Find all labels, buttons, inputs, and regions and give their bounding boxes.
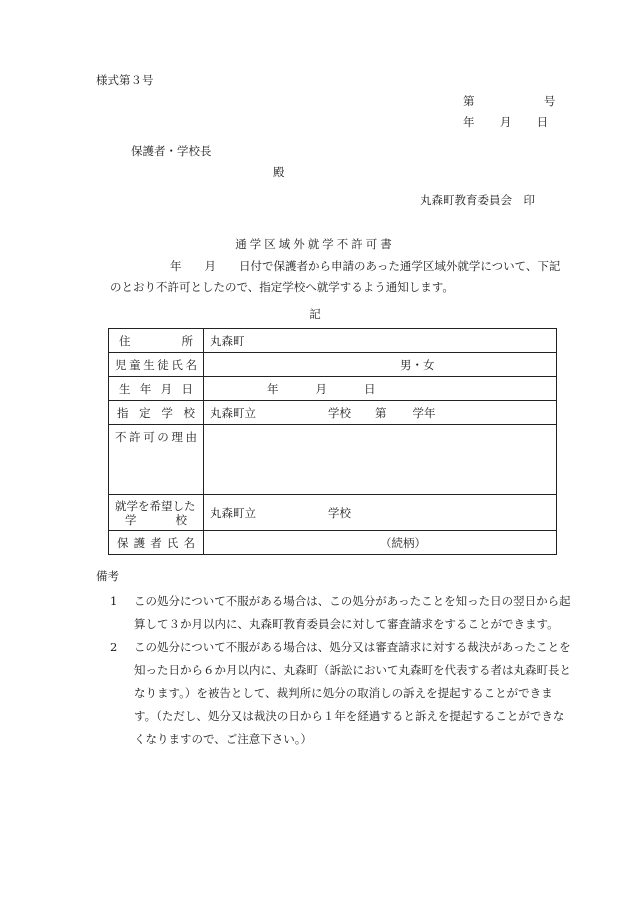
issuer: 丸森町教育委員会 印 [420,193,535,207]
designated-school-label: 指 定 学 校 [109,401,204,425]
child-name-label: 児 童 生 徒 氏 名 [109,353,204,377]
child-name-value [204,353,557,377]
table-row [109,329,557,353]
number-prefix: 第 [463,94,475,108]
table-row [109,401,557,425]
reason-value [204,425,557,495]
guardian-name-label: 保 護 者 氏 名 [109,531,204,555]
ki-heading: 記 [309,307,321,321]
guardian-name-value [204,531,557,555]
gender: 男・女 [400,357,435,372]
table-row [109,353,557,377]
birthdate-label: 生 年 月 日 [109,377,204,401]
notes-heading: 備考 [96,569,119,583]
note-item: 1 この処分について不服がある場合は、この処分があったことを知った日の翌日から起算して３か月以内に、丸森町教育委員会に対して審査請求をすることができます。 [110,594,571,631]
table-row [109,495,557,531]
date-month: 月 [499,115,512,129]
issue-date [463,114,548,130]
table-row [109,425,557,495]
address-value: 丸森町 [204,329,557,353]
desired-school-label: 就学を希望した 学 校 [109,495,204,531]
document-number [463,93,555,109]
table-row [109,377,557,401]
relation: （続柄） [380,535,426,550]
recipient: 保護者・学校長 [131,144,212,158]
address-label: 住 所 [109,329,204,353]
table-row [109,531,557,555]
date-day: 日 [536,115,549,129]
document-title: 通学区域外就学不許可書 [235,237,395,251]
date-year: 年 [463,115,475,129]
birth-day: 日 [364,381,376,396]
birth-month: 月 [315,381,327,396]
form-number: 様式第３号 [96,73,154,87]
desired-school-value: 丸森町立 学校 [204,495,557,531]
body-text: 年 月 日付で保護者から申請のあった通学区域外就学について、下記のとおり不許可としたので、指定学校へ就学するよう通知します。 [110,259,561,294]
birthdate-value [204,377,557,401]
number-suffix: 号 [543,94,556,108]
reason-label: 不 許 可 の 理 由 [109,425,204,495]
details-table [108,328,557,555]
designated-school-value: 丸森町立 学校 第 学年 [204,401,557,425]
honorific: 殿 [273,165,285,179]
note-item: 2 この処分について不服がある場合は、処分又は審査請求に対する裁決があったことを知った日から６か月以内に、丸森町（訴訟において丸森町を代表する者は丸森町長となります。）を被告として、裁判所に処分の取消しの訴えを提起することができます。（ただし、処分又は裁決の日から１年を経過すると訴えを提起することができなくなりますので、ご注意下さい。） [110,640,571,746]
birth-year: 年 [267,381,279,396]
